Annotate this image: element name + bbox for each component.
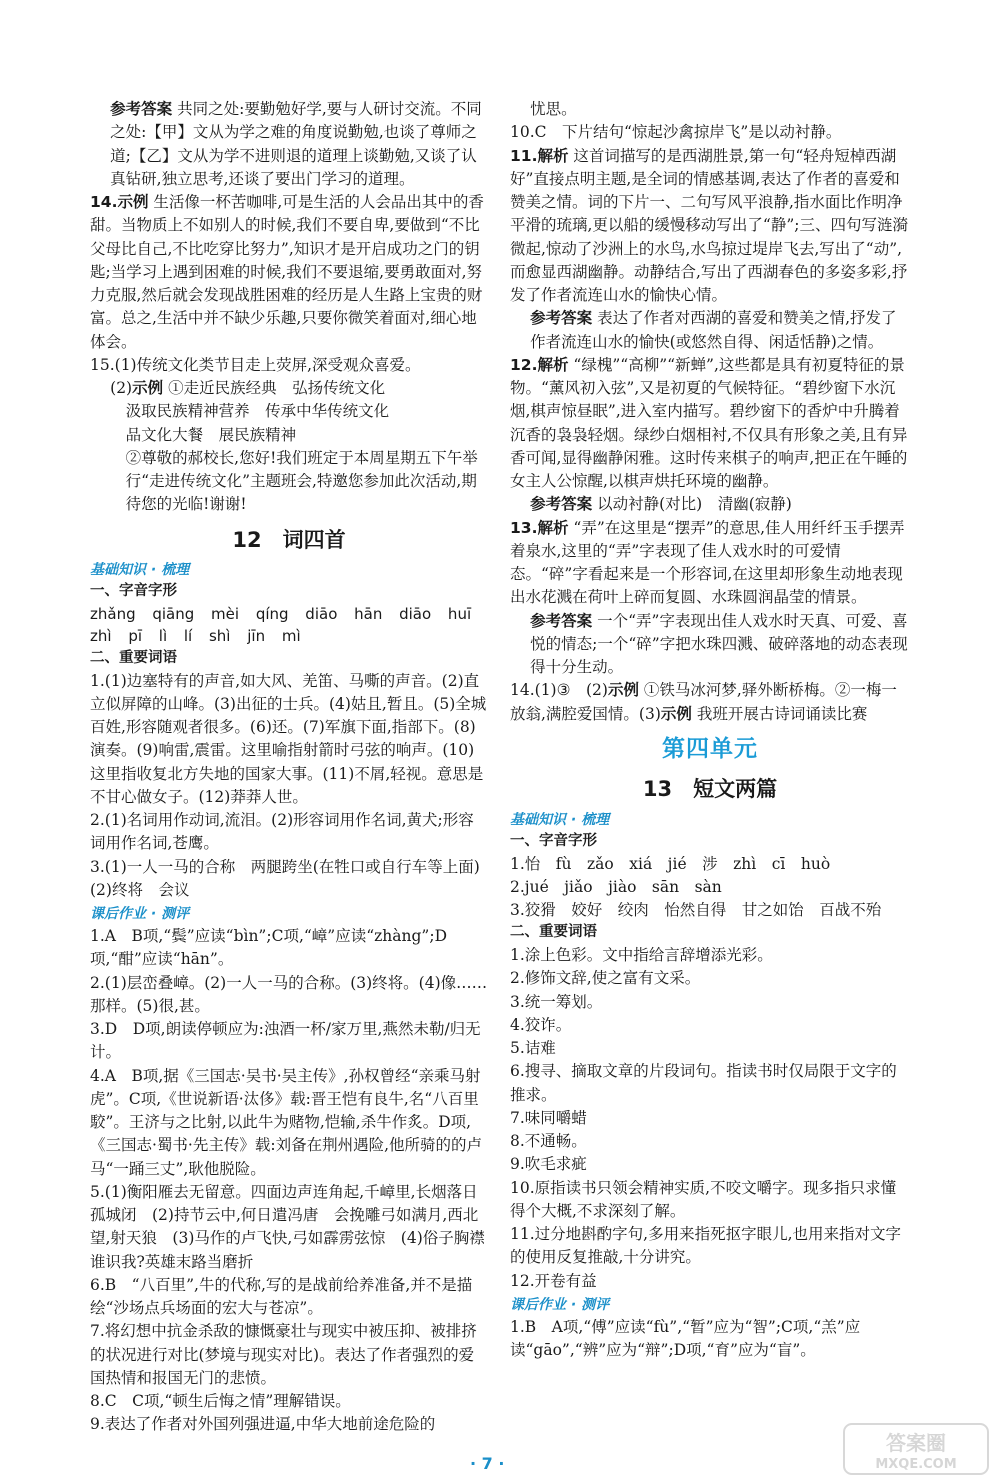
subheading-pronunciation: 一、字音字形 bbox=[90, 583, 177, 599]
homework-item: 2.(1)层峦叠嶂。(2)一人一马的合称。(3)终将。(4)像……那样。(5)很,甚。 bbox=[90, 973, 488, 1015]
vocab-item: 11.过分地斟酌字句,多用来指死抠字眼儿,也用来指对文字的使用反复推敲,十分讲究。 bbox=[510, 1225, 902, 1267]
slogan-2: 汲取民族精神营养 传承中华传统文化 bbox=[125, 402, 390, 421]
question-12: 12.解析 “绿槐”“高柳”“新蝉”,这些都是具有初夏特征的景物。“薰风初入弦”,又是初夏的气候特征。“碧纱窗下水沉烟,棋声惊昼眠”,进入室内描写。碧纱窗下的香炉中升腾着沉香的袅袅轻烟。绿纱白烟相衬,不仅具有形象之美,且有异香可闻,显得幽静闲雅。这时传来棋子的响声,把正在午睡的女主人公惊醒,以棋声烘托环境的幽静。 bbox=[510, 355, 908, 490]
invitation-text: ②尊敬的郝校长,您好!我们班定于本周星期五下午举行“走进传统文化”主题班会,特邀您参加此次活动,期待您的光临!谢谢! bbox=[125, 448, 478, 514]
page-number: · 7 · bbox=[470, 1454, 505, 1473]
answer-11: 参考答案 表达了作者对西湖的喜爱和赞美之情,抒发了作者流连山水的愉快(或悠然自得、闲适恬静)之情。 bbox=[530, 309, 897, 351]
question-10: 10.C 下片结句“惊起沙禽掠岸飞”是以动衬静。 bbox=[510, 123, 842, 142]
vocab-item: 1.(1)边塞特有的声音,如大风、羌笛、马嘶的声音。(2)直立似屏障的山峰。(3)出征的士兵。(4)姑且,暂且。(5)全城百姓,形容随观者很多。(6)还。(7)军旗下面,指部下。(8)演奏。(9)响雷,震雷。这里喻指射箭时弓弦的响声。(10)这里指收复北方失地的国家大事。(11)不屑,轻视。意思是不甘心做女子。(12)莽莽人世。 bbox=[90, 671, 487, 806]
subheading-pronunciation-2: 一、字音字形 bbox=[510, 832, 597, 849]
question-15-part1: 15.(1)传统文化类节目走上荧屏,深受观众喜爱。 bbox=[90, 355, 421, 374]
unit-4-heading: 第四单元 bbox=[662, 735, 758, 762]
question-15-part2: (2)示例 ①走近民族经典 弘扬传统文化 bbox=[110, 379, 386, 397]
subheading-vocabulary: 二、重要词语 bbox=[90, 649, 177, 666]
vocab-item: 8.不通畅。 bbox=[510, 1132, 587, 1150]
vocab-item: 1.涂上色彩。文中指给言辞增添光彩。 bbox=[510, 946, 773, 964]
vocab-item: 2.(1)名词用作动词,流泪。(2)形容词用作名词,黄犬;形容词用作名词,苍鹰。 bbox=[90, 811, 474, 853]
homework-item: 6.B “八百里”,牛的代称,写的是战前给养准备,并不是描绘“沙场点兵场面的宏大与苍凉”。 bbox=[90, 1275, 473, 1317]
section-basic-knowledge: 基础知识 · 梳理 bbox=[90, 562, 190, 578]
lesson-13-title: 13 短文两篇 bbox=[642, 777, 778, 802]
answer-13-right: 参考答案 一个“弄”字表现出佳人戏水时天真、可爱、喜悦的情态;一个“碎”字把水珠四溅、破碎落地的动态表现得十分生动。 bbox=[530, 611, 908, 676]
answer-13: 参考答案 共同之处:要勤勉好学,要与人研讨交流。不同之处:【甲】文从为学之难的角度说勤勉,也谈了尊师之道;【乙】文从为学不进则退的道理上谈勤勉,又谈了认真钻研,独立思考,还谈了要出门学习的道理。 bbox=[110, 100, 482, 188]
vocab-item: 4.狡诈。 bbox=[510, 1015, 572, 1034]
vocab-item: 9.吹毛求疵 bbox=[510, 1155, 587, 1174]
homework-item: 4.A B项,据《三国志·吴书·吴主传》,孙权曾经“亲乘马射虎”。C项,《世说新语·汰侈》载:晋王恺有良牛,名“八百里駮”。王济与之比射,以此牛为赌物,恺输,杀牛作炙。D项,《三国志·蜀书·先主传》载:刘备在荆州遇险,他所骑的的卢马“一踊三丈”,耿他脱险。 bbox=[90, 1066, 483, 1178]
question-11: 11.解析 这首词描写的是西湖胜景,第一句“轻舟短棹西湖好”直接点明主题,是全词的情感基调,表达了作者的喜爱和赞美之情。词的下片一、二句写风平浪静,指水面比作明净平滑的琉璃,更以船的缓慢移动写出了“静”;三、四句写涟漪微起,惊动了沙洲上的水鸟,水鸟掠过堤岸飞去,写出了“动”,而愈显西湖幽静。动静结合,写出了西湖春色的多姿多彩,抒发了作者流连山水的愉快心情。 bbox=[510, 146, 908, 304]
left-column bbox=[90, 98, 496, 1437]
watermark-text: 答案圈 bbox=[886, 1431, 946, 1455]
continuation-text: 忧思。 bbox=[530, 100, 577, 118]
answer-12: 参考答案 以动衬静(对比) 清幽(寂静) bbox=[530, 495, 792, 514]
zy-item: 3.狡猾 姣好 绞肉 怡然自得 甘之如饴 百战不殆 bbox=[510, 901, 882, 919]
question-14: 14.示例 生活像一杯苦咖啡,可是生活的人会品出其中的香甜。当物质上不如别人的时候,我们不要自卑,要做到“不比父母比自己,不比吃穿比努力”,知识才是开启成功之门的钥匙;当学习上遇到困难的时候,我们不要退缩,要勇敢面对,努力克服,然后就会发现战胜困难的经历是人生路上宝贵的财富。总之,生活中并不缺少乐趣,只要你微笑着面对,细心地体会。 bbox=[90, 193, 484, 351]
vocab-item: 2.修饰文辞,使之富有文采。 bbox=[510, 969, 701, 988]
right-column bbox=[510, 98, 910, 1362]
vocab-item: 3.统一筹划。 bbox=[510, 992, 603, 1011]
section-basic-knowledge-2: 基础知识 · 梳理 bbox=[510, 811, 610, 828]
homework-item: 1.B A项,“傅”应读“fù”,“暂”应为“智”;C项,“羔”应读“gāo”,“辨”应为“辩”;D项,“育”应为“盲”。 bbox=[510, 1317, 861, 1359]
watermark-logo-icon bbox=[842, 1420, 990, 1478]
svg-text:MXQE.COM: MXQE.COM bbox=[875, 1457, 957, 1472]
question-14-right: 14.(1)③ (2)示例 ①铁马冰河梦,驿外断桥梅。②一梅一放翁,满腔爱国情。(3)示例 我班开展古诗词诵读比赛 bbox=[510, 681, 897, 723]
vocab-item: 5.诘难 bbox=[510, 1039, 556, 1057]
vocab-item: 3.(1)一人一马的合称 两腿跨坐(在牲口或自行车等上面) (2)终将 会议 bbox=[90, 857, 496, 899]
homework-item: 3.D D项,朗读停顿应为:浊酒一杯/家万里,燕然未勒/归无计。 bbox=[90, 1020, 481, 1062]
vocab-item: 7.味同嚼蜡 bbox=[510, 1108, 587, 1127]
pinyin-line-1: zhǎng qiāng mèi qíng diāo hān diāo huī bbox=[90, 604, 472, 623]
subheading-vocabulary-2: 二、重要词语 bbox=[510, 924, 597, 941]
homework-item: 8.C C项,“顿生后悔之情”理解错误。 bbox=[90, 1392, 351, 1410]
vocab-item: 10.原指读书只领会精神实质,不咬文嚼字。现多指只求懂得个大概,不求深刻了解。 bbox=[510, 1178, 897, 1220]
zy-item: 2.jué jiǎo jiào sān sàn bbox=[510, 877, 722, 896]
section-homework-2: 课后作业 · 测评 bbox=[510, 1296, 610, 1313]
vocab-item: 12.开卷有益 bbox=[510, 1271, 597, 1290]
lesson-12-title: 12 词四首 bbox=[232, 527, 346, 552]
zy-item: 1.怡 fù zǎo xiá jié 涉 zhì cī huò bbox=[510, 854, 831, 873]
homework-item: 5.(1)衡阳雁去无留意。四面边声连角起,千嶂里,长烟落日孤城闭 (2)持节云中,何日遣冯唐 会挽雕弓如满月,西北望,射天狼 (3)马作的卢飞快,弓如霹雳弦惊 (4)俗子胸襟谁识我?英雄末路当磨折 bbox=[90, 1182, 485, 1271]
vocab-item: 6.搜寻、摘取文章的片段词句。指读书时仅局限于文字的推求。 bbox=[510, 1062, 897, 1104]
slogan-3: 品文化大餐 展民族精神 bbox=[125, 425, 297, 444]
homework-item: 7.将幻想中抗金杀敌的慷慨豪壮与现实中被压抑、被排挤的状况进行对比(梦境与现实对比)。表达了作者强烈的爱国热情和报国无门的悲愤。 bbox=[90, 1322, 477, 1387]
section-homework: 课后作业 · 测评 bbox=[90, 906, 190, 922]
question-13: 13.解析 “弄”在这里是“摆弄”的意思,佳人用纤纤玉手摆弄着泉水,这里的“弄”字表现了佳人戏水时的可爱情态。“碎”字看起来是一个形容词,在这里却形象生动地表现出水花溅在荷叶上碎而复圆、水珠圆润晶莹的情景。 bbox=[510, 518, 905, 607]
homework-item: 9.表达了作者对外国列强进逼,中华大地前途危险的 bbox=[90, 1415, 436, 1434]
pinyin-line-2: zhì pī lì lí shì jīn mì bbox=[90, 627, 301, 646]
homework-item: 1.A B项,“鬓”应读“bìn”;C项,“嶂”应读“zhàng”;D项,“酣”应读“hān”。 bbox=[90, 927, 448, 969]
